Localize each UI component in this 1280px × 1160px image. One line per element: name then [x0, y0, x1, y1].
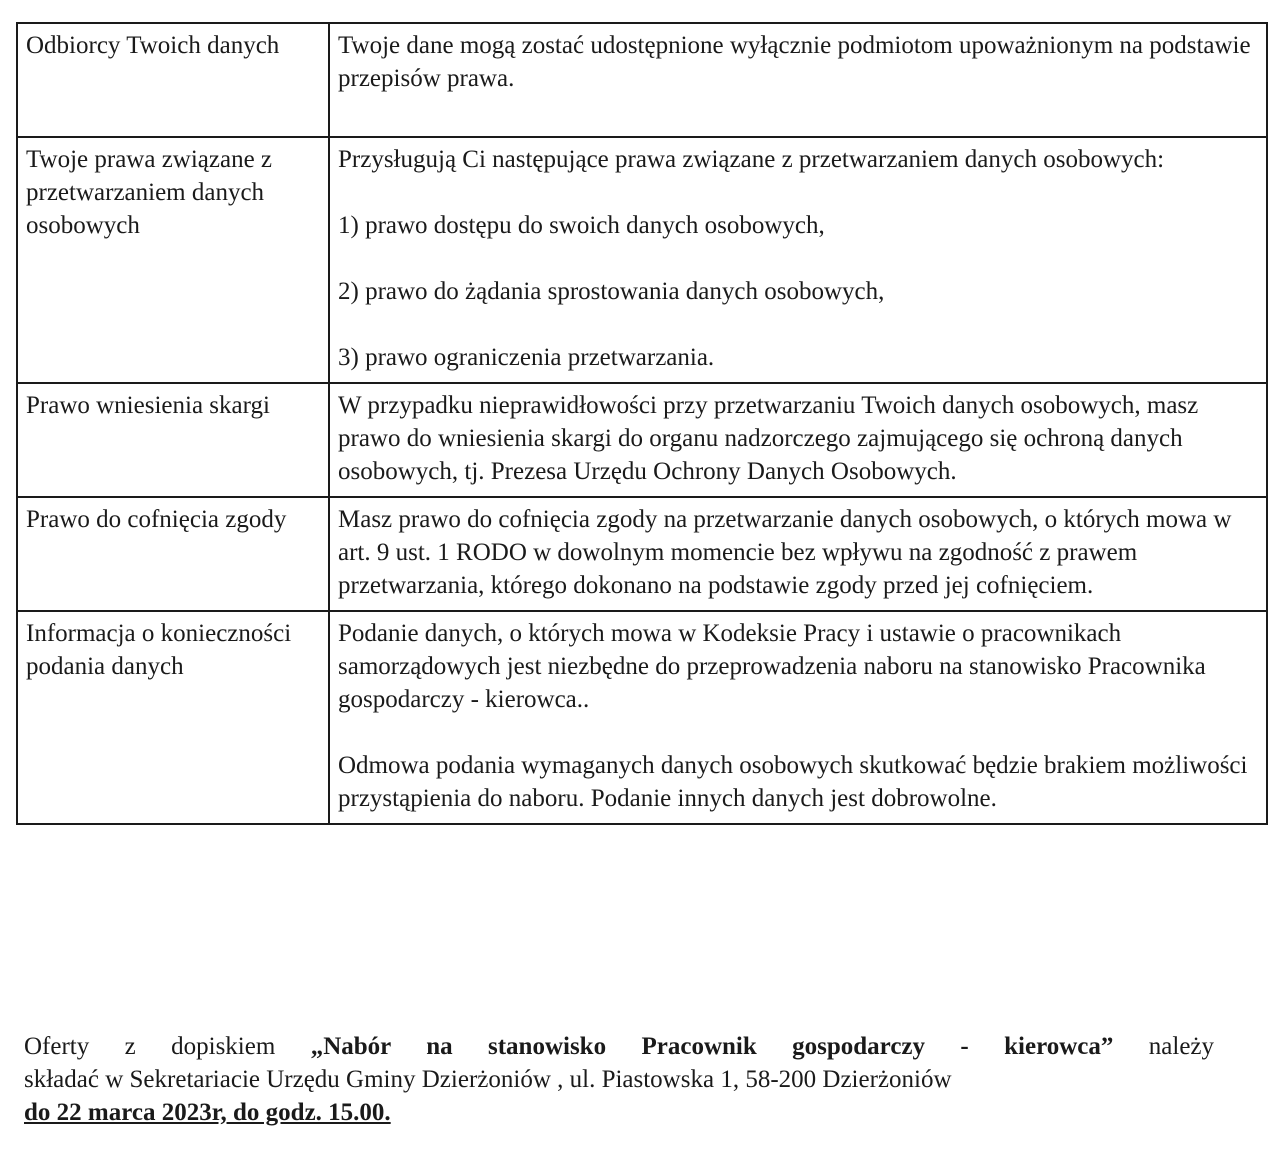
notice-address: składać w Sekretariacie Urzędu Gminy Dzierżoniów , ul. Piastowska 1, 58-200 Dzierżoniów: [24, 1066, 952, 1093]
table-row: [17, 497, 1267, 611]
content-paragraph: Podanie danych, o których mowa w Kodeksie Pracy i ustawie o pracownikach samorządowych jest niezbędne do przeprowadzenia naboru na stanowisko Pracownika gospodarczy - kierowca..: [338, 620, 1206, 713]
notice-line-1: [24, 1030, 1214, 1063]
rights-list-item: 3) prawo ograniczenia przetwarzania.: [338, 344, 715, 371]
row-label: Odbiorcy Twoich danych: [17, 23, 329, 137]
content-paragraph: Masz prawo do cofnięcia zgody na przetwarzanie danych osobowych, o których mowa w art. 9 ust. 1 RODO w dowolnym momencie bez wpływu na zgodność z prawem przetwarzania, którego dokonano na podstawie zgody przed jej cofnięciem.: [338, 506, 1232, 599]
table-row: [17, 611, 1267, 824]
table-row: [17, 383, 1267, 497]
rights-list-item: 2) prawo do żądania sprostowania danych osobowych,: [338, 278, 885, 305]
content-paragraph: Odmowa podania wymaganych danych osobowych skutkować będzie brakiem możliwości przystąpienia do naboru. Podanie innych danych jest dobrowolne.: [338, 752, 1248, 812]
row-label: Prawo do cofnięcia zgody: [17, 497, 329, 611]
submission-deadline: do 22 marca 2023r, do godz. 15.00.: [24, 1099, 391, 1126]
content-paragraph: Przysługują Ci następujące prawa związane z przetwarzaniem danych osobowych:: [338, 146, 1165, 173]
table-row: [17, 23, 1267, 137]
notice-intro: Oferty z dopiskiem: [24, 1033, 276, 1060]
row-label: Prawo wniesienia skargi: [17, 383, 329, 497]
row-content: [329, 383, 1267, 497]
submission-notice: [24, 1030, 1214, 1129]
rodo-info-table: [16, 22, 1268, 825]
row-content: [329, 137, 1267, 383]
row-content: [329, 611, 1267, 824]
row-content: [329, 497, 1267, 611]
position-title: „Nabór na stanowisko Pracownik gospodarczy - kierowca”: [310, 1033, 1114, 1060]
table-row: [17, 137, 1267, 383]
row-label: Twoje prawa związane z przetwarzaniem danych osobowych: [17, 137, 329, 383]
row-content: [329, 23, 1267, 137]
content-paragraph: Twoje dane mogą zostać udostępnione wyłącznie podmiotom upoważnionym na podstawie przepisów prawa.: [338, 32, 1251, 92]
row-label: Informacja o konieczności podania danych: [17, 611, 329, 824]
notice-after-title: należy: [1148, 1033, 1215, 1060]
content-paragraph: W przypadku nieprawidłowości przy przetwarzaniu Twoich danych osobowych, masz prawo do wniesienia skargi do organu nadzorczego zajmującego się ochroną danych osobowych, tj. Prezesa Urzędu Ochrony Danych Osobowych.: [338, 392, 1199, 485]
rights-list-item: 1) prawo dostępu do swoich danych osobowych,: [338, 212, 825, 239]
